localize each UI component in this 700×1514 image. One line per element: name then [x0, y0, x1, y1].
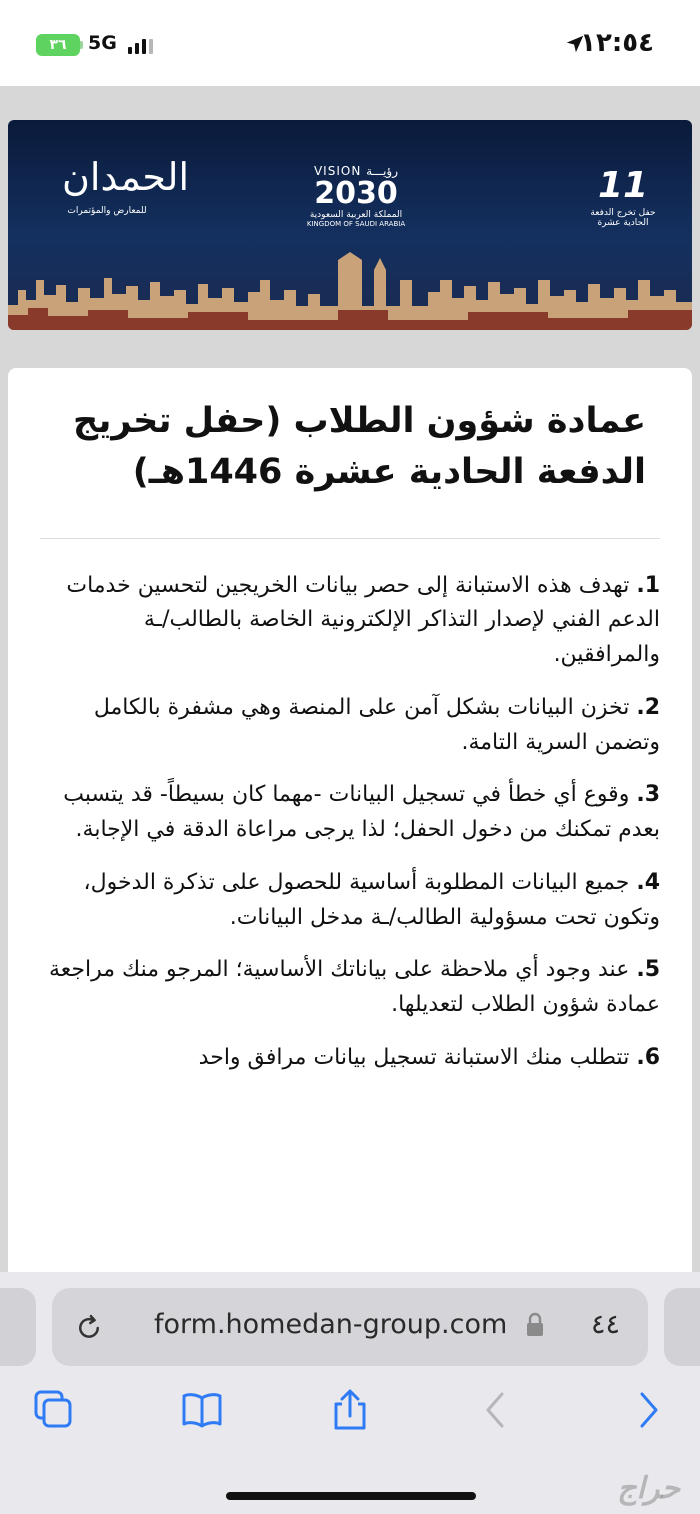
haraj-watermark: حراج — [617, 1471, 680, 1506]
instruction-text: تخزن البيانات بشكل آمن على المنصة وهي مشفرة بالكامل وتضمن السرية التامة. — [93, 694, 660, 755]
forward-button[interactable] — [626, 1388, 670, 1432]
browser-bottom-bar — [0, 1272, 700, 1514]
chevron-right-icon — [626, 1388, 670, 1432]
ksa-arabic: المملكة العربية السعودية — [309, 209, 403, 220]
graduation-number: 11 — [597, 165, 649, 206]
signal-icon — [128, 36, 153, 54]
page-settings-label[interactable]: ٤٤ — [590, 1309, 620, 1340]
bookmarks-button[interactable] — [180, 1388, 224, 1432]
instruction-text: تهدف هذه الاستبانة إلى حصر بيانات الخريجين لتحسين خدمات الدعم الفني لإصدار التذاكر الإلكترونية الخاصة بالطالب/ـة والمرافقين. — [66, 572, 660, 667]
instruction-text: وقوع أي خطأ في تسجيل البيانات -مهما كان بسيطاً- قد يتسبب بعدم تمكنك من دخول الحفل؛ لذا يرجى مراعاة الدقة في الإجابة. — [63, 782, 660, 842]
next-tab-preview[interactable] — [664, 1288, 700, 1366]
instruction-item — [40, 866, 660, 936]
share-icon — [328, 1388, 372, 1432]
status-bar — [0, 0, 700, 86]
address-bar[interactable] — [52, 1288, 648, 1366]
browser-toolbar — [0, 1388, 700, 1438]
web-page — [0, 86, 700, 1272]
instruction-item — [40, 1041, 660, 1076]
battery-level: ٣٦ — [49, 37, 67, 53]
instruction-text: جميع البيانات المطلوبة أساسية للحصول على تذكرة الدخول، وتكون تحت مسؤولية الطالب/ـة مدخل البيانات. — [83, 869, 660, 930]
reload-icon[interactable] — [74, 1313, 104, 1343]
book-icon — [180, 1388, 224, 1432]
instruction-text: عند وجود أي ملاحظة على بياناتك الأساسية؛ المرجو منك مراجعة عمادة شؤون الطلاب لتعديلها. — [49, 957, 660, 1017]
url-text[interactable]: form.homedan-group.com — [154, 1309, 508, 1340]
battery-cap — [80, 41, 83, 49]
chevron-left-icon — [474, 1388, 518, 1432]
share-button[interactable] — [328, 1388, 372, 1432]
ksa-english: KINGDOM OF SAUDI ARABIA — [306, 219, 406, 228]
vision-year: 2030 — [314, 176, 398, 211]
lock-icon — [526, 1312, 544, 1338]
instruction-number: 3. — [636, 782, 660, 808]
instruction-number: 1. — [636, 572, 660, 598]
organizer-logo — [62, 155, 190, 216]
instruction-item — [40, 953, 660, 1023]
instruction-number: 5. — [636, 957, 660, 983]
instruction-item — [40, 691, 660, 761]
header-banner — [8, 120, 692, 330]
vision-2030-logo — [296, 164, 416, 228]
tabs-button[interactable] — [32, 1388, 76, 1432]
instruction-number: 2. — [636, 694, 660, 720]
instruction-item — [40, 569, 660, 673]
instruction-text: تتطلب منك الاستبانة تسجيل بيانات مرافق واحد — [198, 1044, 630, 1070]
battery-indicator — [36, 34, 80, 56]
city-skyline-illustration — [8, 250, 692, 330]
title-divider — [40, 538, 660, 539]
network-type: 5G — [88, 32, 117, 54]
graduation-logo — [578, 165, 668, 228]
status-time: ١٢:٥٤ — [580, 28, 654, 58]
vision-label: VISION رؤيـــة — [313, 164, 399, 178]
organizer-logo-mark: الحمدان — [62, 155, 190, 199]
instruction-number: 6. — [636, 1044, 660, 1070]
graduation-caption: حفل تخرج الدفعة الحادية عشرة — [590, 208, 656, 228]
tabs-icon — [32, 1388, 76, 1432]
previous-tab-preview[interactable] — [0, 1288, 36, 1366]
home-indicator[interactable] — [226, 1492, 476, 1500]
form-intro-card — [8, 368, 692, 1272]
instruction-number: 4. — [636, 869, 660, 895]
instructions-list — [40, 569, 660, 1076]
organizer-logo-caption: للمعارض والمؤتمرات — [67, 206, 147, 216]
form-title: عمادة شؤون الطلاب (حفل تخريج الدفعة الحادية عشرة 1446هـ) — [72, 401, 646, 492]
instruction-item — [40, 778, 660, 848]
back-button[interactable] — [474, 1388, 518, 1432]
